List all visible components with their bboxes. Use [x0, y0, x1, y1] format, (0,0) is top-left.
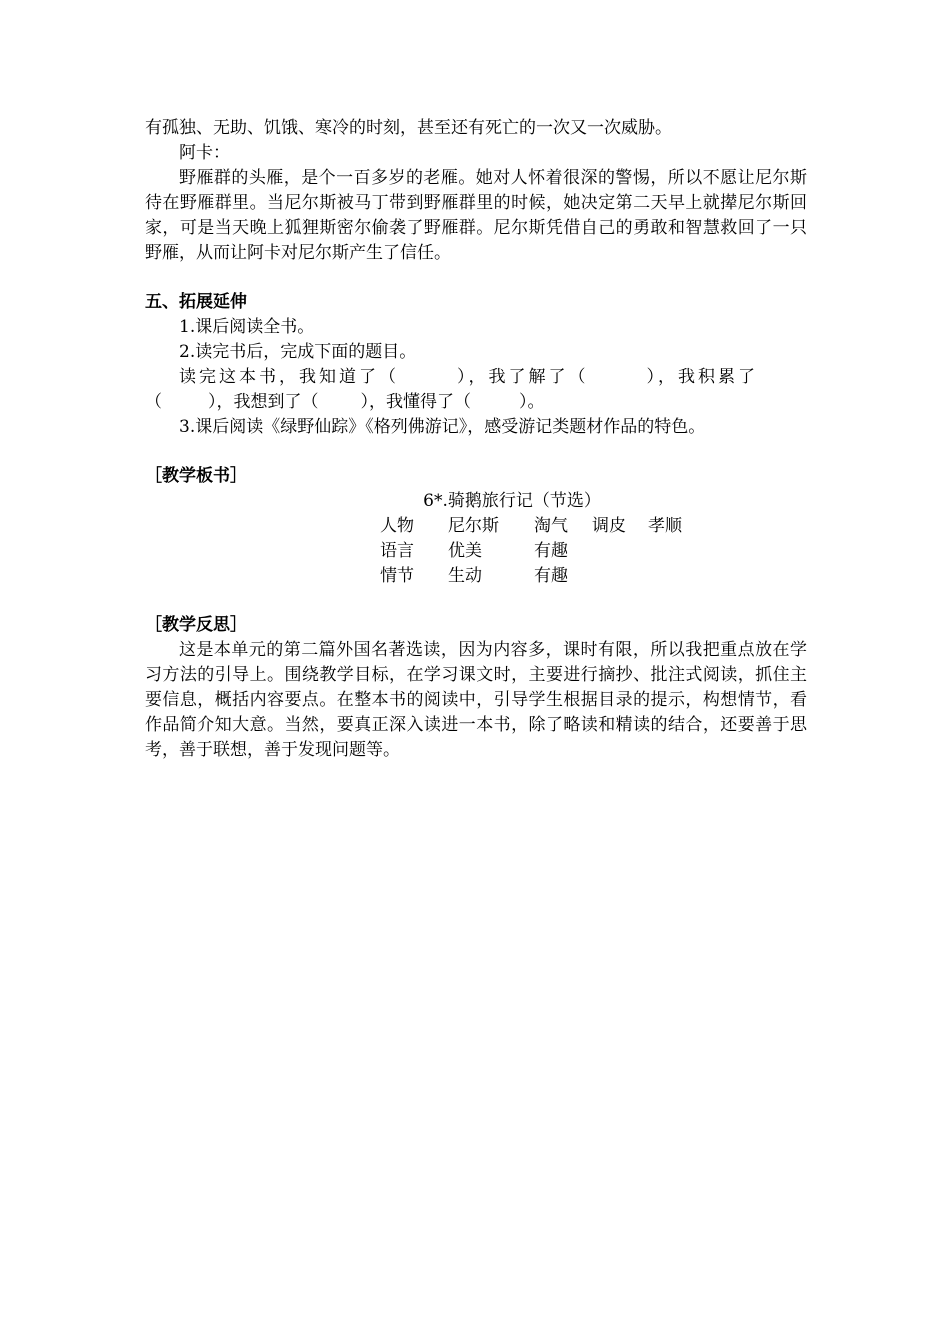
fill-text-5: ），我想到了（	[208, 392, 319, 412]
spacer	[145, 589, 807, 613]
extension-item-3: 3.课后阅读《绿野仙踪》《格列佛游记》，感受游记类题材作品的特色。	[179, 417, 706, 437]
fill-text-6: ），我懂得了（	[360, 392, 471, 412]
fill-text-2: ），我了解了（	[457, 367, 589, 387]
extension-item-1: 1.课后阅读全书。	[179, 317, 315, 337]
board-cell: 人物	[380, 516, 414, 536]
board-row-language	[380, 539, 807, 564]
board-cell: 淘气	[534, 516, 568, 536]
fill-text-1: 读完这本书，我知道了（	[179, 367, 399, 387]
board-cell: 优美	[448, 541, 482, 561]
reflection-text: 这是本单元的第二篇外国名著选读，因为内容多，课时有限，所以我把重点放在学习方法的引导上。围绕教学目标，在学习课文时，主要进行摘抄、批注式阅读，抓住主要信息，概括内容要点。在整本书的阅读中，引导学生根据目录的提示，构想情节，看作品简介知大意。当然，要真正深入读进一本书，除了略读和精读的结合，还要善于思考，善于联想，善于发现问题等。	[145, 640, 807, 760]
aka-description: 野雁群的头雁，是个一百多岁的老雁。她对人怀着很深的警惕，所以不愿让尼尔斯待在野雁群里。当尼尔斯被马丁带到野雁群里的时候，她决定第二天早上就撵尼尔斯回家，可是当天晚上狐狸斯密尔偷袭了野雁群。尼尔斯凭借自己的勇敢和智慧救回了一只野雁，从而让阿卡对尼尔斯产生了信任。	[145, 168, 807, 263]
fill-in-line-1	[145, 365, 807, 390]
board-cell: 有趣	[534, 541, 568, 561]
board-cell: 调皮	[592, 516, 626, 536]
section-heading-board: ［教学板书］	[145, 466, 247, 486]
spacer	[145, 440, 807, 464]
extension-item-2: 2.读完书后，完成下面的题目。	[179, 342, 417, 362]
board-row-plot	[380, 564, 807, 589]
fill-in-line-2	[145, 390, 807, 415]
board-cell: 孝顺	[648, 516, 682, 536]
board-title: 6*.骑鹅旅行记（节选）	[423, 491, 601, 511]
section-heading-extension: 五、拓展延伸	[145, 292, 247, 312]
board-row-characters	[380, 514, 807, 539]
board-cell: 生动	[448, 566, 482, 586]
board-cell: 尼尔斯	[448, 516, 499, 536]
board-cell: 语言	[380, 541, 414, 561]
document-page	[145, 116, 807, 763]
fill-text-4: （	[145, 392, 162, 412]
board-cell: 有趣	[534, 566, 568, 586]
aka-label: 阿卡：	[179, 143, 230, 163]
fill-text-3: ），我积累了	[646, 367, 758, 387]
fill-text-7: ）。	[519, 392, 545, 412]
board-cell: 情节	[380, 566, 414, 586]
section-heading-reflection: ［教学反思］	[145, 615, 247, 635]
spacer	[145, 266, 807, 290]
intro-line: 有孤独、无助、饥饿、寒冷的时刻，甚至还有死亡的一次又一次威胁。	[145, 118, 672, 138]
